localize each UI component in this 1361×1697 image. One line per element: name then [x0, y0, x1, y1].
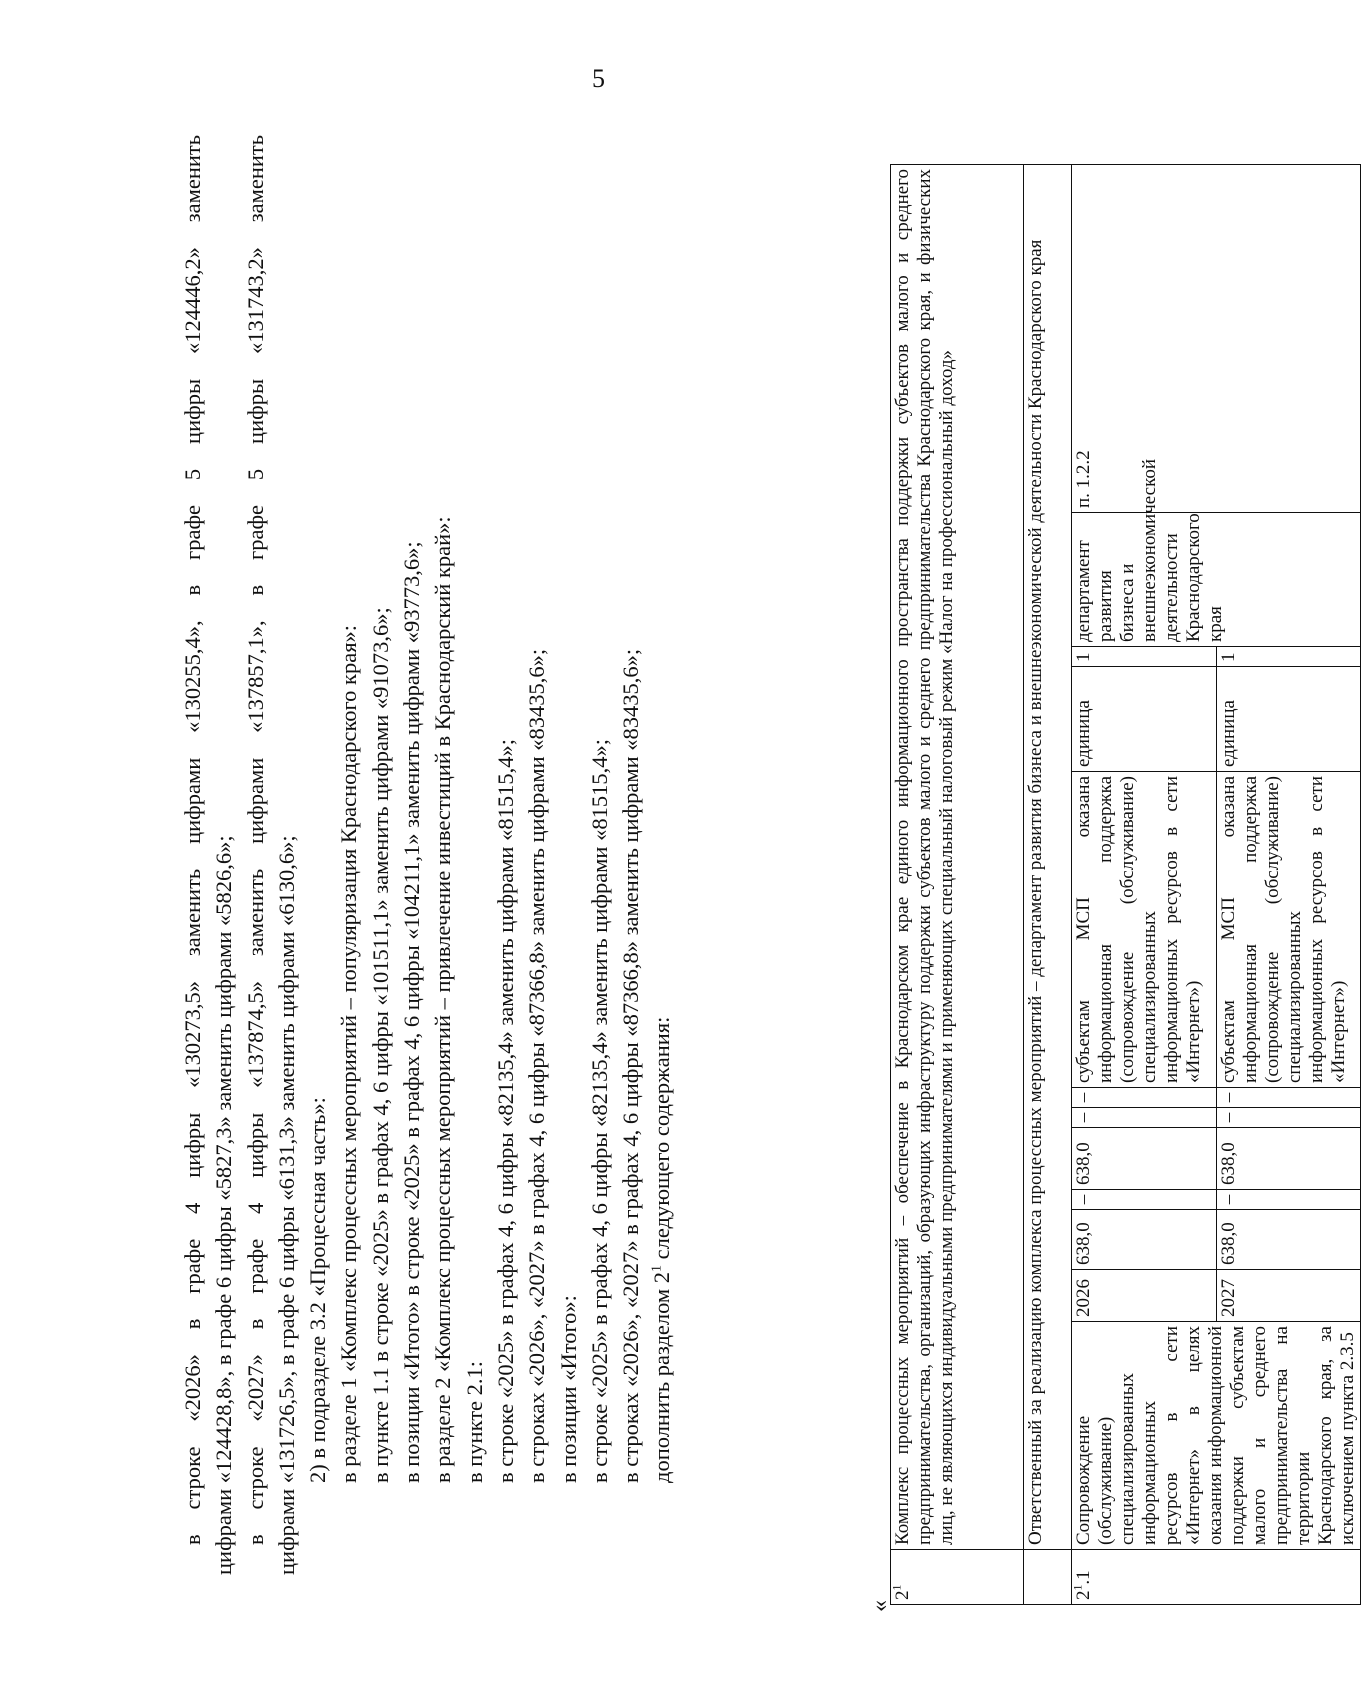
section-number-cell: [891, 1550, 1024, 1605]
federal-cell: –: [1216, 1190, 1361, 1210]
result-cell: субъектам МСП оказана информационная поддержка (сопровождение (обслуживание) специализированных информационных ресурсов в сети «Интернет»): [1072, 772, 1217, 1088]
empty-cell: [1024, 1550, 1072, 1605]
text-line-tail: следующего содержания:: [649, 1016, 675, 1265]
table-row: [1072, 165, 1217, 1605]
text-line: в пункте 1.1 в строке «2025» в графах 4, 6 цифры «101511,1» заменить цифрами «91073,6»;: [367, 607, 393, 1483]
text-line-lead: дополнить разделом 2: [649, 1271, 675, 1483]
reference-cell: п. 1.2.2: [1072, 165, 1361, 513]
item-number-suffix: .1: [1073, 1570, 1094, 1585]
table-row: [891, 165, 1024, 1605]
item-number-cell: [1072, 1550, 1361, 1605]
text-line: в строке «2025» в графах 4, 6 цифры «82135,4» заменить цифрами «81515,4»;: [492, 739, 518, 1483]
regional-cell: 638,0: [1216, 1128, 1361, 1190]
responsible-cell: Ответственный за реализацию комплекса процессных мероприятий – департамент развития бизнеса и внешнеэкономической деятельности Краснодарского края: [1024, 165, 1072, 1550]
total-cell: 638,0: [1072, 1210, 1217, 1270]
value-cell: 1: [1072, 647, 1217, 667]
text-line: в разделе 1 «Комплекс процессных мероприятий – популяризация Краснодарского края»:: [336, 624, 362, 1483]
page-number: 5: [592, 64, 605, 93]
text-line: в позиции «Итого»:: [555, 1295, 581, 1483]
year-cell: 2026: [1072, 1270, 1217, 1322]
superscript: 1: [1071, 1584, 1085, 1591]
extra-cell: –: [1072, 1088, 1217, 1108]
text-line: [646, 135, 677, 1575]
superscript: 1: [649, 1264, 665, 1272]
text-line: 2) в подразделе 3.2 «Процессная часть»:: [305, 1097, 331, 1483]
text-line: в позиции «Итого» в строке «2025» в графах 4, 6 цифры «104211,1» заменить цифрами «93773,6»;: [399, 541, 425, 1483]
text-line: в пункте 2.1:: [461, 1360, 487, 1483]
extra-cell: –: [1216, 1088, 1361, 1108]
item-name-cell: Сопровождение (обслуживание) специализированных информационных ресурсов в сети «Интернет» в целях оказания информационной поддержки субъектам малого и среднего предпринимательства на территории Краснодарского края, за исключением пункта 2.3.5: [1072, 1322, 1361, 1550]
superscript: 1: [890, 1584, 904, 1591]
opening-quote: «: [867, 1600, 893, 1612]
text-line: цифрами «124428,8», в графе 6 цифры «5827,3» заменить цифрами «5826,6»;: [211, 835, 237, 1575]
total-cell: 638,0: [1216, 1210, 1361, 1270]
amendment-table: [890, 164, 1361, 1605]
unit-cell: единица: [1072, 667, 1217, 772]
text-line: в строке «2027» в графе 4 цифры «137874,5» заменить цифрами «137857,1», в графе 5 цифры «131743,2» заменить: [242, 135, 268, 1545]
text-line: цифрами «131726,5», в графе 6 цифры «6131,3» заменить цифрами «6130,6»;: [273, 835, 299, 1575]
value-cell: 1: [1216, 647, 1361, 667]
executor-cell: департамент развития бизнеса и внешнеэкономической деятельности Краснодарского края: [1072, 513, 1361, 647]
item-number: 2: [1073, 1590, 1094, 1600]
local-cell: –: [1216, 1108, 1361, 1128]
amendment-text: [177, 135, 678, 1575]
text-line: в строках «2026», «2027» в графах 4, 6 цифры «87366,8» заменить цифрами «83435,6»;: [524, 648, 550, 1483]
rotated-content: [172, 80, 1358, 1625]
section-title-cell: Комплекс процессных мероприятий – обеспечение в Краснодарском крае единого информационного пространства поддержки субъектов малого и среднего предпринимательства, организаций, образующих инфраструктуру поддержки субъектов малого и среднего предпринимательства Краснодарского края, и физических лиц, не являющихся индивидуальными предпринимателями и применяющих специальный налоговый режим «Налог на профессиональный доход»: [891, 165, 1024, 1550]
text-line: в строке «2026» в графе 4 цифры «130273,5» заменить цифрами «130255,4», в графе 5 цифры «124446,2» заменить: [180, 135, 205, 1545]
federal-cell: –: [1072, 1190, 1217, 1210]
unit-cell: единица: [1216, 667, 1361, 772]
result-cell: субъектам МСП оказана информационная поддержка (сопровождение (обслуживание) специализированных информационных ресурсов в сети «Интернет»): [1216, 772, 1361, 1088]
text-line: в разделе 2 «Комплекс процессных мероприятий – привлечение инвестиций в Краснодарский край»:: [430, 516, 456, 1483]
year-cell: 2027: [1216, 1270, 1361, 1322]
local-cell: –: [1072, 1108, 1217, 1128]
regional-cell: 638,0: [1072, 1128, 1217, 1190]
text-line: в строках «2026», «2027» в графах 4, 6 цифры «87366,8» заменить цифрами «83435,6»;: [618, 648, 644, 1483]
table-row: [1024, 165, 1072, 1605]
text-line: в строке «2025» в графах 4, 6 цифры «82135,4» заменить цифрами «81515,4»;: [586, 739, 612, 1483]
section-number: 2: [892, 1590, 913, 1600]
